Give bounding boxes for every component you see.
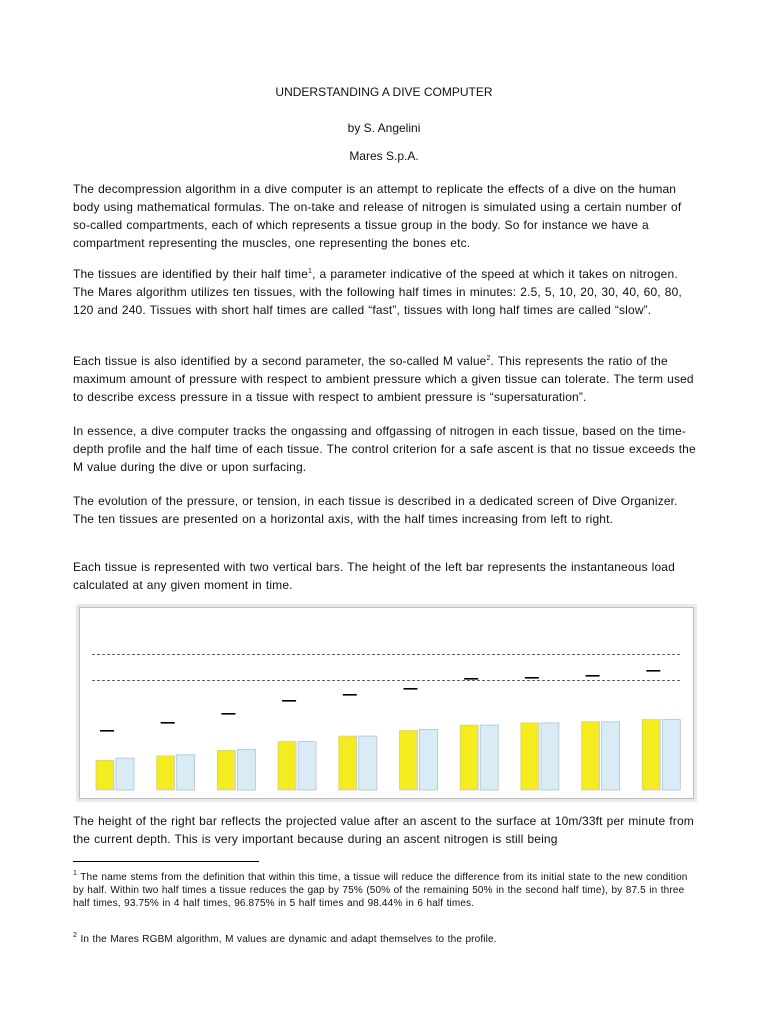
footnote-text: The name stems from the definition that within this time, a tissue will reduce the difference from its initial state to the new condition by half. Within two half times a tissue reduces the gap by 75% (50% of the remaining 50% in the second half time), by 87.5 in three half times, 93.75% in 4 half times, 96.875% in 5 half times and 98.44% in 6 half times. xyxy=(73,872,688,909)
tissue-chart xyxy=(79,607,694,799)
right-bar-projected-load xyxy=(420,730,438,791)
tissue-chart-svg xyxy=(80,608,693,798)
paragraph-two-bars: Each tissue is represented with two vertical bars. The height of the left bar represents the instantaneous load calculated at any given moment in time. xyxy=(73,560,675,592)
footnote-1 xyxy=(73,871,693,910)
right-bar-projected-load xyxy=(298,742,316,790)
right-bar-projected-load xyxy=(480,725,498,790)
left-bar-instantaneous-load xyxy=(521,723,539,790)
m-value-marker xyxy=(646,670,660,672)
footnote-ref-1: 1 xyxy=(308,268,313,275)
paragraph-right-bar: The height of the right bar reflects the projected value after an ascent to the surface at 10m/33ft per minute from the current depth. This is very important because during an ascent nitrogen is still being xyxy=(73,814,694,846)
left-bar-instantaneous-load xyxy=(278,742,296,790)
right-bar-projected-load xyxy=(359,736,377,790)
left-bar-instantaneous-load xyxy=(157,756,175,790)
document-title: UNDERSTANDING A DIVE COMPUTER xyxy=(275,85,493,99)
paragraph-text: , a parameter indicative of the speed at which it takes on nitrogen. The Mares algorithm utilizes ten tissues, with the following half times in minutes: 2.5, 5, 10, 20, 30, 40, 60, 80, 120 and 240. Tissues with short half times are called “fast”, tissues with long half times are called “slow”. xyxy=(73,267,682,317)
right-bar-projected-load xyxy=(116,758,134,790)
m-value-marker xyxy=(525,677,539,679)
left-bar-instantaneous-load xyxy=(400,731,418,790)
paragraph-text: . This represents the ratio of the maximum amount of pressure with respect to ambient pressure which a given tissue can tolerate. The term used to describe excess pressure in a tissue with respect to ambient pressure is “supersaturation”. xyxy=(73,354,694,404)
right-bar-projected-load xyxy=(602,722,620,790)
paragraph-half-time xyxy=(73,265,698,319)
left-bar-instantaneous-load xyxy=(217,750,235,790)
m-value-marker xyxy=(161,722,175,724)
paragraph-evolution: The evolution of the pressure, or tension, in each tissue is described in a dedicated screen of Dive Organizer. The ten tissues are presented on a horizontal axis, with the half times increasing from left to right. xyxy=(73,494,678,526)
footnote-ref-2: 2 xyxy=(486,355,491,362)
left-bar-instantaneous-load xyxy=(582,722,600,790)
footnote-number: 2 xyxy=(73,932,78,939)
paragraph-intro: The decompression algorithm in a dive computer is an attempt to replicate the effects of a dive on the human body using mathematical formulas. The on-take and release of nitrogen is simulated using a certain number of so-called compartments, each of which represents a tissue group in the body. So for instance we have a compartment representing the muscles, one representing the bones etc. xyxy=(73,182,682,250)
m-value-marker xyxy=(282,700,296,702)
right-bar-projected-load xyxy=(662,720,680,790)
footnote-number: 1 xyxy=(73,870,78,877)
left-bar-instantaneous-load xyxy=(96,760,114,790)
m-value-marker xyxy=(100,730,114,732)
left-bar-instantaneous-load xyxy=(460,725,478,790)
m-value-marker xyxy=(464,678,478,680)
m-value-marker xyxy=(221,713,235,715)
footnote-text: In the Mares RGBM algorithm, M values are dynamic and adapt themselves to the profile. xyxy=(77,934,497,945)
right-bar-projected-load xyxy=(177,755,195,790)
m-value-marker xyxy=(404,688,418,690)
footnote-2 xyxy=(73,933,693,946)
footnote-separator xyxy=(73,861,259,862)
left-bar-instantaneous-load xyxy=(642,720,660,790)
left-bar-instantaneous-load xyxy=(339,736,357,790)
document-company: Mares S.p.A. xyxy=(349,149,419,163)
m-value-marker xyxy=(586,675,600,677)
paragraph-text: Each tissue is also identified by a second parameter, the so-called M value xyxy=(73,354,487,368)
right-bar-projected-load xyxy=(237,749,255,790)
document-byline: by S. Angelini xyxy=(347,121,421,135)
m-value-marker xyxy=(343,694,357,696)
paragraph-m-value xyxy=(73,352,698,406)
paragraph-text: The tissues are identified by their half time xyxy=(73,267,309,281)
right-bar-projected-load xyxy=(541,723,559,790)
paragraph-essence: In essence, a dive computer tracks the ongassing and offgassing of nitrogen in each tissue, based on the time-depth profile and the half time of each tissue. The control criterion for a safe ascent is that no tissue exceeds the M value during the dive or upon surfacing. xyxy=(73,424,696,474)
